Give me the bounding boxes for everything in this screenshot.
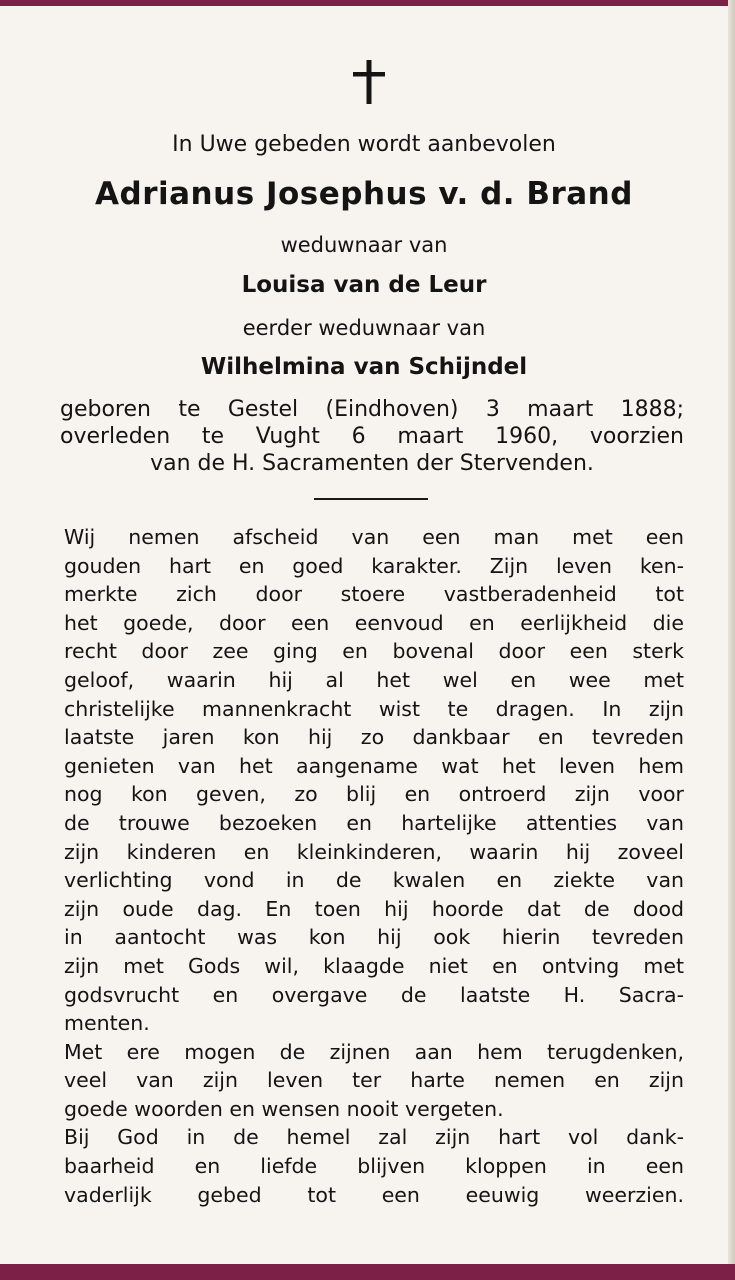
- text-line: de trouwe bezoeken en hartelijke attenties van: [64, 810, 684, 835]
- birth-line: geboren te Gestel (Eindhoven) 3 maart 1888;: [60, 397, 684, 422]
- card-edge: [728, 0, 735, 1280]
- spouse-1-name: Louisa van de Leur: [241, 272, 487, 298]
- deceased-name: Adrianus Josephus v. d. Brand: [95, 176, 633, 212]
- text-line: zijn oude dag. En toen hij hoorde dat de dood: [64, 896, 684, 921]
- text-line: in aantocht was kon hij ook hierin tevreden: [64, 925, 684, 950]
- text-line: christelijke mannenkracht wist te dragen. In zijn: [64, 696, 684, 721]
- relation-1: weduwnaar van: [280, 233, 448, 257]
- text-line: merkte zich door stoere vastberadenheid tot: [64, 582, 684, 607]
- text-line: geloof, waarin hij al het wel en wee met: [64, 667, 684, 692]
- text-line: Wij nemen afscheid van een man met een: [64, 525, 684, 549]
- text-line: Met ere mogen de zijnen aan hem terugdenken,: [64, 1039, 684, 1064]
- memorial-text: [64, 523, 684, 1209]
- text-line: vaderlijk gebed tot een eeuwig weerzien.: [64, 1182, 684, 1207]
- text-line: recht door zee ging en bovenal door een sterk: [64, 639, 684, 664]
- life-dates: [60, 396, 684, 477]
- death-line: overleden te Vught 6 maart 1960, voorzien: [60, 424, 684, 449]
- text-line: het goede, door een eenvoud en eerlijkheid die: [64, 610, 684, 635]
- memorial-card: [0, 6, 728, 1264]
- spouse-2-name: Wilhelmina van Schijndel: [200, 354, 528, 380]
- text-line: zijn kinderen en kleinkinderen, waarin hij zoveel: [64, 839, 684, 864]
- text-line: gouden hart en goed karakter. Zijn leven ken-: [64, 553, 684, 578]
- text-line: godsvrucht en overgave de laatste H. Sacra-: [64, 982, 684, 1007]
- text-line: verlichting vond in de kwalen en ziekte van: [64, 868, 684, 893]
- text-line: zijn met Gods wil, klaagde niet en ontving met: [64, 953, 684, 978]
- text-line: nog kon geven, zo blij en ontroerd zijn voor: [64, 782, 684, 807]
- text-line: Bij God in de hemel zal zijn hart vol dank-: [64, 1125, 684, 1150]
- text-line: menten.: [64, 1011, 150, 1036]
- text-line: genieten van het aangename wat het leven hem: [64, 753, 684, 778]
- text-line: goede woorden en wensen nooit vergeten.: [64, 1096, 504, 1121]
- text-line: baarheid en liefde blijven kloppen in een: [64, 1154, 684, 1179]
- cross-icon: [348, 58, 390, 106]
- sacraments-line: van de H. Sacramenten der Stervenden.: [150, 451, 594, 476]
- intro-text: In Uwe gebeden wordt aanbevolen: [172, 132, 556, 157]
- divider-rule: [314, 498, 428, 500]
- text-line: veel van zijn leven ter harte nemen en zijn: [64, 1068, 684, 1093]
- text-line: laatste jaren kon hij zo dankbaar en tevreden: [64, 725, 684, 750]
- bottom-border: [0, 1264, 735, 1280]
- relation-2: eerder weduwnaar van: [242, 316, 486, 340]
